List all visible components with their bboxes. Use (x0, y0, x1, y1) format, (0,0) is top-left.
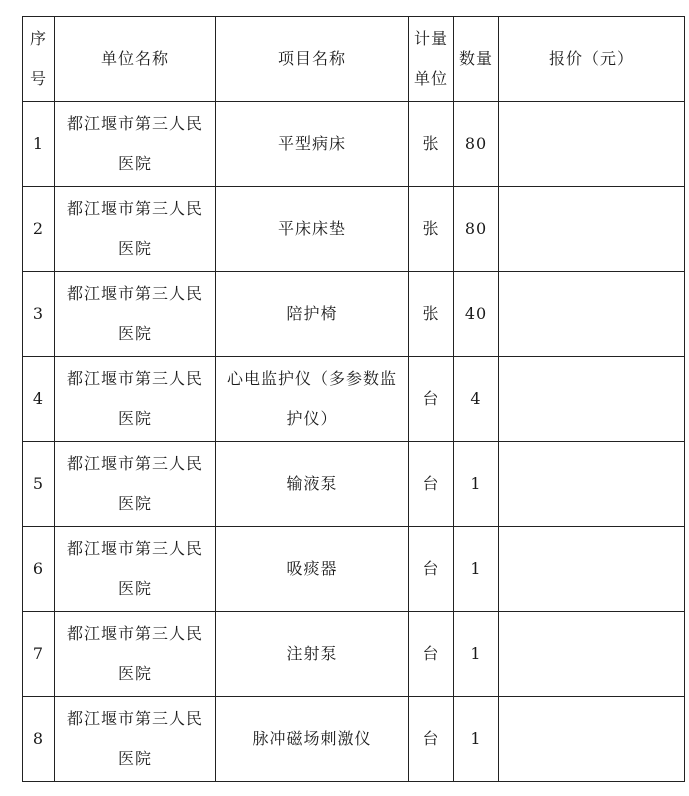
cell-item (216, 442, 409, 527)
cell-measure-text: 台 (422, 559, 440, 578)
cell-unit-text: 都江堰市第三人民医院 (66, 369, 203, 428)
table-header-row (23, 17, 685, 102)
cell-measure (409, 102, 454, 187)
header-measure: 计量单位 (409, 17, 454, 102)
cell-measure (409, 442, 454, 527)
cell-measure (409, 357, 454, 442)
cell-no (23, 272, 55, 357)
cell-qty (454, 357, 499, 442)
cell-measure (409, 612, 454, 697)
cell-unit (55, 527, 216, 612)
table-row (23, 187, 685, 272)
header-price: 报价（元） (499, 17, 685, 102)
cell-item-text: 脉冲磁场刺激仪 (252, 729, 372, 748)
cell-no-text: 3 (32, 304, 45, 323)
cell-no (23, 102, 55, 187)
cell-measure-text: 台 (422, 474, 440, 493)
cell-qty-text: 80 (464, 219, 488, 238)
table-row (23, 357, 685, 442)
cell-no (23, 187, 55, 272)
cell-qty-text: 1 (470, 729, 482, 748)
cell-item-text: 平型病床 (277, 134, 346, 153)
cell-measure (409, 527, 454, 612)
cell-price[interactable] (499, 697, 685, 782)
cell-no-text: 5 (32, 474, 45, 493)
cell-measure-text: 台 (422, 644, 440, 663)
cell-no-text: 2 (32, 219, 45, 238)
cell-unit (55, 187, 216, 272)
cell-item (216, 357, 409, 442)
cell-qty-text: 40 (464, 304, 488, 323)
cell-no-text: 8 (32, 729, 45, 748)
cell-qty-text: 1 (470, 559, 482, 578)
cell-no-text: 6 (32, 559, 45, 578)
table-row (23, 697, 685, 782)
cell-item-text: 心电监护仪（多参数监护仪） (226, 369, 397, 428)
cell-qty (454, 527, 499, 612)
cell-item (216, 612, 409, 697)
cell-item-text: 平床床垫 (277, 219, 346, 238)
cell-unit-text: 都江堰市第三人民医院 (66, 624, 203, 683)
cell-no (23, 612, 55, 697)
cell-qty-text: 4 (470, 389, 482, 408)
cell-unit (55, 357, 216, 442)
cell-no (23, 357, 55, 442)
cell-qty-text: 1 (470, 644, 482, 663)
header-no: 序号 (23, 17, 55, 102)
cell-measure-text: 张 (422, 134, 440, 153)
table-row (23, 102, 685, 187)
cell-qty-text: 1 (470, 474, 482, 493)
cell-qty (454, 272, 499, 357)
cell-unit-text: 都江堰市第三人民医院 (66, 114, 203, 173)
cell-unit (55, 272, 216, 357)
table-body (23, 102, 685, 782)
cell-price[interactable] (499, 187, 685, 272)
cell-measure-text: 张 (422, 219, 440, 238)
cell-unit (55, 442, 216, 527)
cell-measure-text: 台 (422, 389, 440, 408)
cell-no (23, 697, 55, 782)
header-unit: 单位名称 (55, 17, 216, 102)
cell-item-text: 注射泵 (286, 644, 338, 663)
cell-no-text: 1 (32, 134, 45, 153)
header-qty: 数量 (454, 17, 499, 102)
cell-item-text: 陪护椅 (286, 304, 338, 323)
table-row (23, 527, 685, 612)
cell-item (216, 527, 409, 612)
cell-unit (55, 102, 216, 187)
cell-price[interactable] (499, 357, 685, 442)
cell-item-text: 吸痰器 (286, 559, 338, 578)
cell-qty (454, 102, 499, 187)
cell-item (216, 272, 409, 357)
cell-price[interactable] (499, 272, 685, 357)
cell-qty (454, 612, 499, 697)
cell-price[interactable] (499, 442, 685, 527)
cell-qty (454, 187, 499, 272)
header-item: 项目名称 (216, 17, 409, 102)
cell-qty (454, 442, 499, 527)
table-row (23, 272, 685, 357)
cell-measure (409, 272, 454, 357)
cell-measure-text: 台 (422, 729, 440, 748)
cell-no (23, 527, 55, 612)
cell-item (216, 102, 409, 187)
cell-qty-text: 80 (464, 134, 488, 153)
table-row (23, 442, 685, 527)
cell-measure-text: 张 (422, 304, 440, 323)
cell-unit (55, 697, 216, 782)
cell-measure (409, 697, 454, 782)
cell-item-text: 输液泵 (286, 474, 338, 493)
cell-unit-text: 都江堰市第三人民医院 (66, 199, 203, 258)
cell-price[interactable] (499, 612, 685, 697)
cell-unit (55, 612, 216, 697)
cell-measure (409, 187, 454, 272)
cell-no (23, 442, 55, 527)
cell-no-text: 4 (32, 389, 45, 408)
cell-unit-text: 都江堰市第三人民医院 (66, 709, 203, 768)
quotation-table (22, 16, 685, 782)
cell-price[interactable] (499, 527, 685, 612)
cell-qty (454, 697, 499, 782)
cell-unit-text: 都江堰市第三人民医院 (66, 284, 203, 343)
cell-unit-text: 都江堰市第三人民医院 (66, 539, 203, 598)
cell-unit-text: 都江堰市第三人民医院 (66, 454, 203, 513)
cell-item (216, 187, 409, 272)
table-row (23, 612, 685, 697)
cell-item (216, 697, 409, 782)
cell-no-text: 7 (32, 644, 45, 663)
cell-price[interactable] (499, 102, 685, 187)
